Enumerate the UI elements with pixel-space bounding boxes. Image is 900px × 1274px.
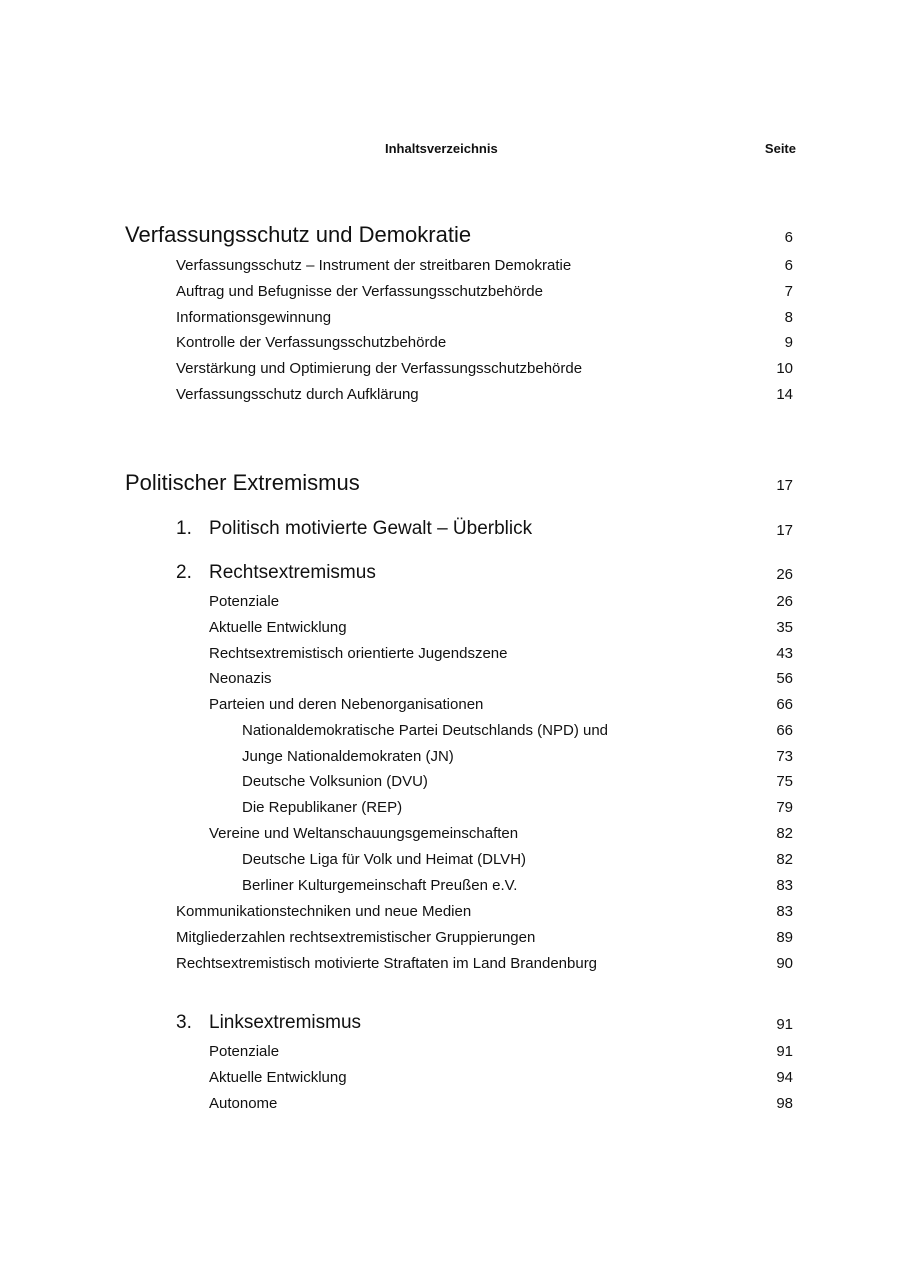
toc-entry-title: Auftrag und Befugnisse der Verfassungsschutzbehörde (176, 283, 543, 300)
toc-entry-page: 26 (776, 593, 793, 610)
toc-entry-title: Aktuelle Entwicklung (209, 619, 347, 636)
toc-entry-page: 43 (776, 645, 793, 662)
toc-entry-title: Rechtsextremistisch orientierte Jugendszene (209, 645, 508, 662)
toc-entry-page: 89 (776, 929, 793, 946)
toc-entry-title: Neonazis (209, 670, 272, 687)
toc-entry-page: 82 (776, 851, 793, 868)
toc-entry-title: Deutsche Volksunion (DVU) (242, 773, 428, 790)
toc-entry-page: 8 (784, 309, 793, 326)
toc-entry-title: Verfassungsschutz durch Aufklärung (176, 386, 419, 403)
toc-entry-page: 73 (776, 748, 793, 765)
toc-entry-title: Autonome (209, 1095, 278, 1112)
toc-entry-title: Rechtsextremismus (209, 562, 376, 583)
toc-entry-page: 14 (776, 386, 793, 403)
toc-entry-page: 6 (784, 229, 793, 246)
toc-entry-title: Berliner Kulturgemeinschaft Preußen e.V. (242, 877, 518, 894)
toc-entry-title: Verstärkung und Optimierung der Verfassungsschutzbehörde (176, 360, 583, 377)
toc-entry-page: 35 (776, 619, 793, 636)
toc-entry-title: Parteien und deren Nebenorganisationen (209, 696, 484, 713)
toc-entry-page: 7 (784, 283, 793, 300)
toc-entry-title: Aktuelle Entwicklung (209, 1069, 347, 1086)
toc-entry-title: Politischer Extremismus (125, 470, 360, 495)
toc-entry-title: Vereine und Weltanschauungsgemeinschaften (209, 825, 519, 842)
toc-entry-title: Mitgliederzahlen rechtsextremistischer Gruppierungen (176, 929, 536, 946)
toc-entry-page: 9 (784, 334, 793, 351)
toc-chapter-number: 1. (176, 518, 192, 539)
toc-entry-title: Rechtsextremistisch motivierte Straftaten im Land Brandenburg (176, 955, 598, 972)
toc-entry-title: Verfassungsschutz – Instrument der streitbaren Demokratie (176, 257, 572, 274)
toc-entry-title: Politisch motivierte Gewalt – Überblick (209, 518, 533, 539)
toc-entry-page: 91 (776, 1043, 793, 1060)
toc-entry-title: Deutsche Liga für Volk und Heimat (DLVH) (242, 851, 527, 868)
toc-entry-page: 17 (776, 477, 793, 494)
toc-entry-page: 90 (776, 955, 793, 972)
toc-entry-page: 66 (776, 722, 793, 739)
toc-entry-title: Linksextremismus (209, 1012, 362, 1033)
toc-entry-title: Verfassungsschutz und Demokratie (125, 222, 472, 247)
toc-entry-page: 10 (776, 360, 793, 377)
toc-entry-title: Informationsgewinnung (176, 309, 332, 326)
toc-entry-page: 17 (776, 522, 793, 539)
toc-entry-page: 56 (776, 670, 793, 687)
toc-entry-page: 83 (776, 903, 793, 920)
toc-entry-title: Potenziale (209, 593, 280, 610)
toc-chapter-number: 3. (176, 1012, 192, 1033)
toc-entry-page: 26 (776, 566, 793, 583)
toc-entry-title: Junge Nationaldemokraten (JN) (242, 748, 454, 765)
toc-entry-page: 79 (776, 799, 793, 816)
toc-entry-page: 83 (776, 877, 793, 894)
toc-entry-title: Die Republikaner (REP) (242, 799, 403, 816)
page-column-label: Seite (764, 141, 796, 156)
toc-entry-page: 75 (776, 773, 793, 790)
toc-entry-page: 91 (776, 1016, 793, 1033)
toc-entry-page: 94 (776, 1069, 793, 1086)
toc-entry-page: 98 (776, 1095, 793, 1112)
toc-heading: Inhaltsverzeichnis (385, 141, 498, 156)
toc-entry-page: 82 (776, 825, 793, 842)
toc-entry-title: Nationaldemokratische Partei Deutschlands (NPD) und (242, 722, 609, 739)
toc-entry-title: Kommunikationstechniken und neue Medien (176, 903, 472, 920)
toc-entry-title: Kontrolle der Verfassungsschutzbehörde (176, 334, 447, 351)
toc-entry-page: 66 (776, 696, 793, 713)
toc-entry-page: 6 (784, 257, 793, 274)
toc-chapter-number: 2. (176, 562, 192, 583)
toc-entry-title: Potenziale (209, 1043, 280, 1060)
